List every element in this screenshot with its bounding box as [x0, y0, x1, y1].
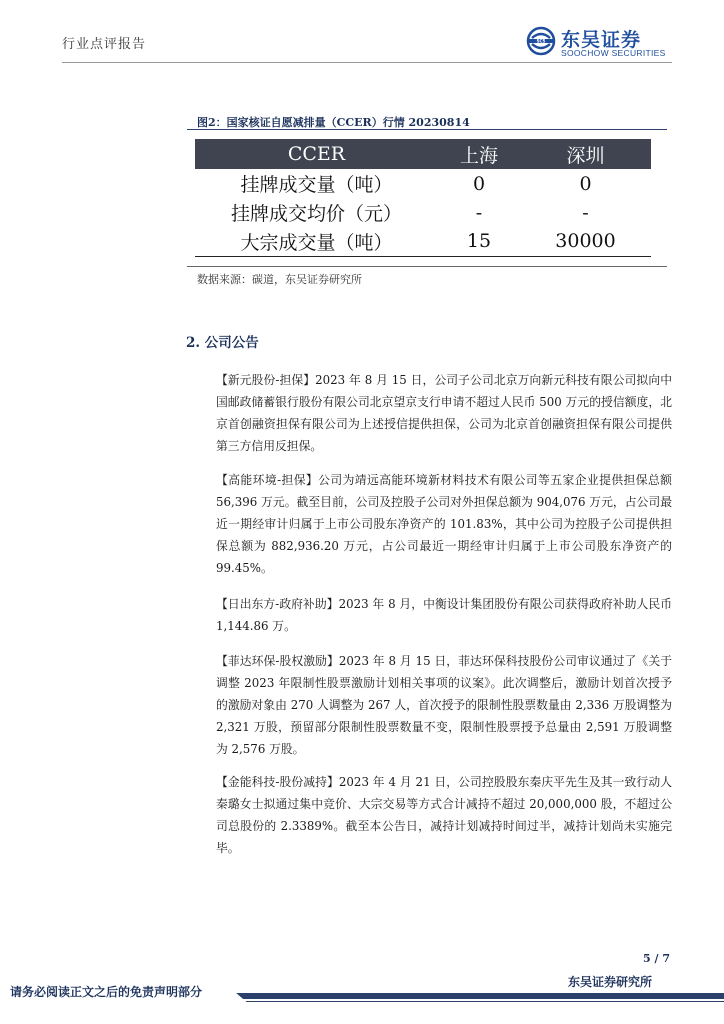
- announcement-tag: 【金能科技-股份减持】: [216, 775, 339, 789]
- announcement-tag: 【日出东方-政府补助】: [216, 597, 339, 611]
- table-row-label: 大宗成交量（吨）: [195, 227, 438, 256]
- table-cell-shenzhen: 0: [579, 172, 592, 195]
- logo-mark-text: SCS: [536, 38, 546, 44]
- logo-mark-icon: [526, 26, 556, 56]
- footer-organization: 东吴证券研究所: [568, 975, 653, 989]
- page-number: 5 / 7: [643, 952, 670, 965]
- announcement-text: 2023 年 4 月 21 日，公司控股股东秦庆平先生及其一致行动人秦璐女士拟通过集中竞价、大宗交易等方式合计减持不超过 20,000,000 股，不超过公司总股份的 2.3389%。截至本公告日，减持计划减持时间过半，减持计划尚未实施完毕。: [216, 775, 672, 855]
- table-header-row: [195, 139, 651, 169]
- logo-name-cn: 东吴证券: [561, 29, 642, 51]
- table-cell-shenzhen: -: [582, 201, 589, 224]
- section-title: 2. 公司公告: [186, 335, 259, 351]
- table-row: [195, 198, 651, 227]
- table-header-cell: CCER: [195, 139, 438, 169]
- company-logo: [526, 26, 676, 60]
- header-divider: [62, 62, 672, 63]
- announcement-tag: 【高能环境-担保】: [216, 473, 319, 487]
- figure-bottom-rule: [187, 266, 667, 267]
- table-row-label: 挂牌成交均价（元）: [230, 203, 402, 225]
- disclaimer-text: 请务必阅读正文之后的免责声明部分: [10, 985, 203, 999]
- announcement-paragraph: [216, 771, 672, 859]
- announcement-text: 2023 年 8 月 15 日，菲达环保科技股份公司审议通过了《关于调整 2023 年限制性股票激励计划相关事项的议案》。此次调整后，激励计划首次授予的激励对象由 270 人调整为 267 人，首次授予的限制性股票数量由 2,336 万股调整为 2,321 万股，预留部分限制性股票数量不变，限制性股票授予总量由 2,591 万股调整为 2,576 万股。: [216, 654, 672, 756]
- announcement-paragraph: [216, 650, 672, 760]
- table-row: [195, 169, 651, 198]
- table-cell-shanghai: 15: [438, 227, 520, 256]
- table-cell-shanghai: 0: [472, 172, 486, 195]
- table-header-cell: 深圳: [520, 139, 651, 169]
- figure-caption: 图2：国家核证自愿减排量（CCER）行情 20230814: [197, 116, 470, 129]
- figure-source: 数据来源：碳道，东吴证券研究所: [197, 273, 362, 286]
- ccer-market-table: [195, 139, 651, 257]
- table-row: [195, 227, 651, 256]
- logo-name-en: SOOCHOW SECURITIES: [561, 48, 666, 58]
- report-type-label: 行业点评报告: [62, 37, 147, 52]
- table-row-label: 挂牌成交量（吨）: [240, 174, 393, 196]
- announcement-text: 2023 年 8 月 15 日，公司子公司北京万向新元科技有限公司拟向中国邮政储蓄银行股份有限公司北京望京支行申请不超过人民币 500 万元的授信额度，北京首创融资担保有限公司为上述授信提供担保，公司为北京首创融资担保有限公司提供第三方信用反担保。: [216, 373, 672, 453]
- table-cell-shanghai: -: [475, 201, 483, 224]
- announcement-tag: 【菲达环保-股权激励】: [216, 654, 339, 668]
- announcement-paragraph: [216, 593, 672, 637]
- announcement-text: 2023 年 8 月，中衡设计集团股份有限公司获得政府补助人民币 1,144.86 万。: [216, 597, 672, 633]
- announcement-tag: 【新元股份-担保】: [216, 373, 316, 387]
- announcement-text: 公司为靖远高能环境新材料技术有限公司等五家企业提供担保总额 56,396 万元。截至目前，公司及控股子公司对外担保总额为 904,076 万元，占公司最近一期经审计归属于上市公司股东净资产的 101.83%，其中公司为控股子公司提供担保总额为 882,936.20 万元，占公司最近一期经审计归属于上市公司股东净资产的 99.45%。: [216, 473, 672, 575]
- announcement-paragraph: [216, 469, 672, 579]
- table-header-cell: 上海: [438, 139, 520, 169]
- figure-top-rule: [187, 129, 667, 130]
- table-cell-shenzhen: 30000: [520, 227, 651, 256]
- announcement-paragraph: [216, 369, 672, 457]
